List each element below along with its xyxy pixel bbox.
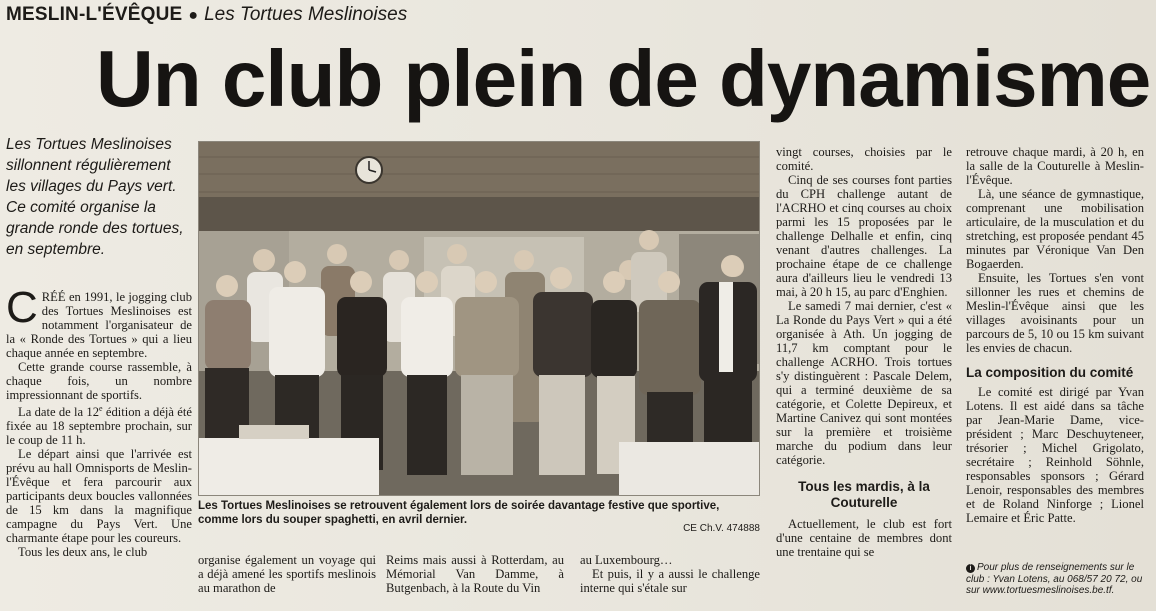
- paragraph-text: édition a déjà été fixée au 18 septembre prochain, sur le coup de 11 h.: [6, 405, 192, 448]
- paragraph: [6, 402, 192, 447]
- article-column-1: [6, 283, 192, 560]
- paragraph: Le départ ainsi que l'arrivée est prévu au hall Omnisports de Meslin-l'Évêque et fera parcourir aux participants deux boucles vallonnées de 15 km dans la magnifique campagne du Pays Vert. Une charmante étape pour les coureurs.: [6, 447, 192, 546]
- drop-cap: C: [6, 283, 38, 332]
- article-column-2c: [580, 553, 760, 595]
- paragraph: retrouve chaque mardi, à 20 h, en la salle de la Couturelle à Meslin-l'Évêque.: [966, 145, 1144, 187]
- paragraph-text: La date de la 12: [18, 405, 100, 420]
- wall-clock-icon: [356, 157, 382, 183]
- group-photo-illustration: [199, 142, 760, 496]
- paragraph: Cette grande course rassemble, à chaque fois, un nombre impressionnant de sportifs.: [6, 360, 192, 402]
- headline: Un club plein de dynamisme: [96, 34, 1151, 123]
- paragraph: Cinq de ses courses font parties du CPH challenge autant de l'ACRHO et cinq courses au choix parmi les 15 proposées par le challenge Delhalle et enfin, cinq venant d'autres challenges. La prochaine étape de ce challenge aura d'ailleurs lieu le vendredi 13 mai, à 20 h 15, au parc d'Enghien.: [776, 173, 952, 299]
- intro-text: Les Tortues Meslinoises sillonnent régulièrement les villages du Pays vert. Ce comité organise la grande ronde des tortues, en septembre.: [6, 136, 184, 258]
- paragraph: Là, une séance de gymnastique, comprenant une mobilisation articulaire, de la musculation et du stretching, est proposée pendant 45 minutes par Véronique Van Den Bogaerden.: [966, 187, 1144, 271]
- header-section: Les Tortues Meslinoises: [204, 4, 408, 25]
- paragraph: Tous les deux ans, le club: [18, 545, 148, 560]
- subheading-tuesdays: Tous les mardis, à la Couturelle: [798, 479, 930, 510]
- paragraph: Ensuite, les Tortues s'en vont sillonner les rues et chemins de Meslin-l'Évêque ainsi que les villages avoisinants pour un parcours de 5, 10 ou 15 km suivant les envies de chacun.: [966, 271, 1144, 355]
- paragraph-text: RÉÉ en 1991, le jogging club des Tortues Meslinoises est notamment l'organisateur de la « Ronde des Tortues » qui a lieu chaque année en septembre.: [6, 290, 192, 360]
- photo-caption: Les Tortues Meslinoises se retrouvent également lors de soirée davantage festive que sportive, comme lors du souper spaghetti, en avril dernier.: [198, 500, 720, 526]
- paragraph: [6, 283, 192, 360]
- section-header: [6, 4, 407, 28]
- info-icon: i: [966, 564, 975, 573]
- bleed-through-text: [430, 0, 1130, 38]
- contact-info: [966, 562, 1150, 597]
- bullet-icon: ●: [188, 7, 199, 24]
- header-place: MESLIN-L'ÉVÊQUE: [6, 4, 183, 25]
- paragraph: Actuellement, le club est fort d'une centaine de membres dont une trentaine qui se: [776, 517, 952, 559]
- contact-info-text: Pour plus de renseignements sur le club : Yvan Lotens, au 068/57 20 72, ou sur www.tortuesmeslinoises.be.tf.: [966, 562, 1143, 596]
- superscript: e: [99, 404, 103, 413]
- page-edge-strip: [1126, 10, 1152, 280]
- paragraph: vingt courses, choisies par le comité.: [776, 145, 952, 173]
- paragraph: Et puis, il y a aussi le challenge interne qui s'étale sur: [580, 567, 760, 595]
- paragraph: au Luxembourg…: [580, 553, 673, 567]
- article-column-3: [776, 145, 952, 559]
- article-column-4: [966, 145, 1144, 525]
- photo-credit: CE Ch.V. 474888: [683, 523, 760, 534]
- article-column-2b: Reims mais aussi à Rotterdam, au Mémorial Van Damme, à Butgenbach, à la Route du Vin: [386, 553, 564, 595]
- article-column-2a: organise également un voyage qui a déjà amené les sportifs meslinois au marathon de: [198, 553, 376, 595]
- paragraph: Le samedi 7 mai dernier, c'est « La Ronde du Pays Vert » qui a été organisée à Ath. Un jogging de 11,7 km comptant pour le challenge ACRHO. Trois tortues s'y distinguèrent : Pascale Delem, qui a terminé deuxième de sa catégorie, et Colette Depireux, et Martine Canivez qui sont montées sur la première et troisième marche du podium dans leur catégorie.: [776, 299, 952, 467]
- paragraph: Le comité est dirigé par Yvan Lotens. Il est aidé dans sa tâche par Jean-Marie Dame, vice-président ; Marc Deschuyteneer, trésorier ; Michel Grigolato, secrétaire ; Reinhold Söhnle, responsables sponsors ; Gérard Lenoir, responsables des membres et de Roland Ninforge ; Lionel Lemaire et Éric Patte.: [966, 385, 1144, 525]
- subheading-committee: La composition du comité: [966, 365, 1134, 380]
- group-photo: [198, 141, 760, 496]
